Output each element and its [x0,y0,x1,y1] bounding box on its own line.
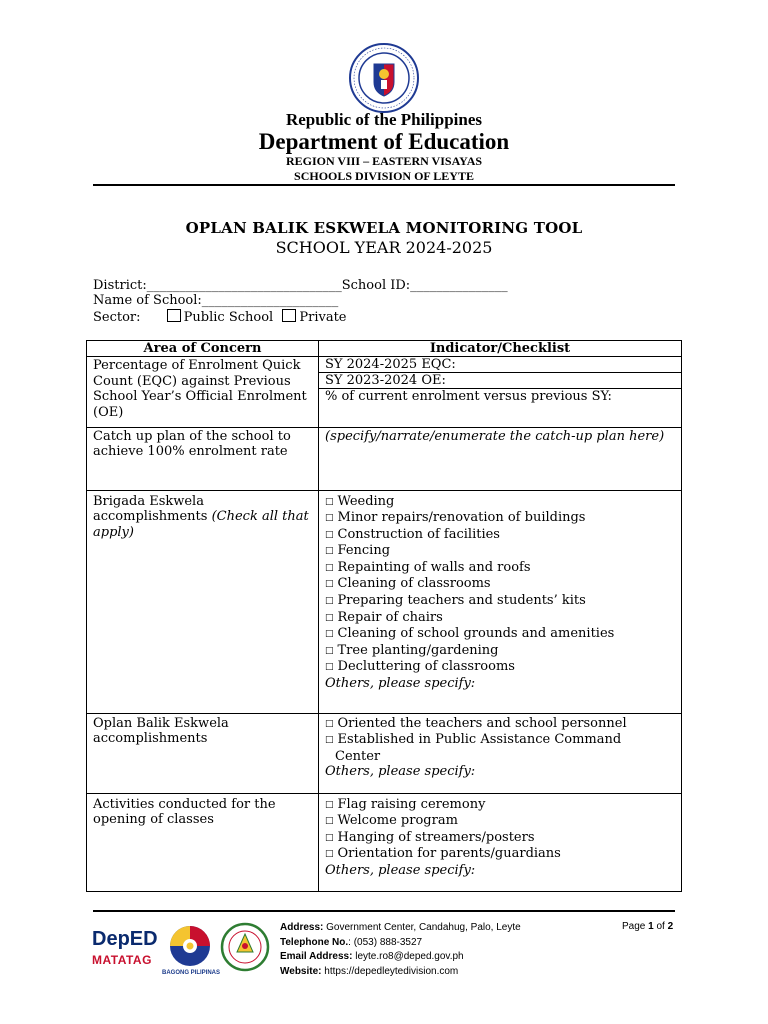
others-specify[interactable]: Others, please specify: [325,764,476,780]
address-value: Government Center, Candahug, Palo, Leyte [326,922,521,933]
table-row [87,713,682,793]
checklist-item[interactable]: □ Repair of chairs [325,610,675,627]
website-link[interactable]: https://depedleytedivision.com [324,965,459,977]
checklist-item[interactable]: □ Orientation for parents/guardians [325,846,675,863]
division-seal-icon [220,922,270,972]
eqc-field[interactable]: SY 2024-2025 EQC: [319,357,682,373]
page-total: 2 [667,921,674,932]
area-brigada [87,490,319,713]
table-row [87,793,682,892]
district-label: District:______________________________ [93,278,342,293]
checklist-item[interactable]: □ Tree planting/gardening [325,643,675,660]
public-school-checkbox[interactable] [167,309,181,322]
others-specify[interactable]: Others, please specify: [325,676,476,692]
footer-email [280,950,521,965]
header-area-of-concern: Area of Concern [87,341,319,357]
checklist-item[interactable]: □ Cleaning of classrooms [325,576,675,593]
sector-field [93,309,347,325]
private-label: Private [299,310,347,325]
checklist-item[interactable]: □ Fencing [325,543,675,560]
footer-website [280,965,521,980]
page-number [622,921,673,932]
page-of: of [656,921,665,932]
footer-address [280,921,521,936]
matatag-logo: MATATAG [92,953,152,967]
table-row [87,490,682,713]
school-name-field[interactable] [93,293,338,308]
table-row [87,357,682,373]
footer-contact [280,921,521,979]
checklist-item[interactable]: □ Cleaning of school grounds and amenities [325,626,675,643]
monitoring-table [86,340,682,892]
checklist-item-continued: Center [335,748,381,764]
public-school-label: Public School [183,310,274,325]
others-specify[interactable]: Others, please specify: [325,862,476,878]
page-prefix: Page [622,921,646,932]
header-divider [93,184,675,186]
website-label: Website: [280,965,322,977]
area-enrolment: Percentage of Enrolment Quick Count (EQC) against Previous School Year’s Official Enrolment (OE) [87,357,319,428]
header-republic: Republic of the Philippines [285,110,482,129]
footer-logos [92,918,272,980]
checklist-item[interactable]: □ Oriented the teachers and school personnel [325,716,675,733]
checklist-item[interactable]: □ Repainting of walls and roofs [325,560,675,577]
checklist-item[interactable]: □ Minor repairs/renovation of buildings [325,510,675,527]
deped-seal-icon [348,42,420,114]
bagong-pilipinas-label: BAGONG PILIPINAS [162,970,221,976]
bagong-pilipinas-logo-icon [168,924,212,968]
percentage-field[interactable]: % of current enrolment versus previous SY: [319,389,682,428]
brigada-label: Brigada Eskwela accomplishments [93,493,208,525]
table-header-row [87,341,682,357]
checklist-item[interactable]: □ Construction of facilities [325,527,675,544]
checklist-item[interactable]: □ Welcome program [325,813,675,830]
school-name-label: Name of School:_____________________ [93,293,339,308]
footer-divider [93,910,675,912]
oe-field[interactable]: SY 2023-2024 OE: [319,373,682,389]
checklist-item[interactable]: □ Preparing teachers and students’ kits [325,593,675,610]
checklist-item[interactable]: □ Flag raising ceremony [325,797,675,814]
document-title: OPLAN BALIK ESKWELA MONITORING TOOL [185,219,583,237]
email-link[interactable]: leyte.ro8@deped.gov.ph [355,951,464,962]
table-row [87,427,682,490]
header-region: REGION VIII – EASTERN VISAYAS [285,154,483,168]
deped-logo: DepED [92,928,158,950]
checklist-item[interactable]: □ Hanging of streamers/posters [325,830,675,847]
checklist-item[interactable]: □ Decluttering of classrooms [325,659,675,676]
telephone-label: Telephone No. [280,936,349,948]
school-id-label: School ID:_______________ [341,278,508,293]
telephone-value: : (053) 888-3527 [348,936,423,948]
brigada-checklist [319,490,682,713]
private-checkbox[interactable] [282,309,296,322]
district-field[interactable] [93,278,508,293]
activities-checklist [319,793,682,892]
oplan-checklist [319,713,682,793]
school-year: SCHOOL YEAR 2024-2025 [275,238,493,257]
brigada-note: (Check all that apply) [93,509,309,540]
email-label: Email Address: [280,951,353,962]
footer-telephone [280,936,521,951]
sector-label: Sector: [93,310,141,325]
checklist-item[interactable]: □ Established in Public Assistance Command [325,732,675,749]
page-current: 1 [648,921,654,932]
checklist-item[interactable]: □ Weeding [325,494,675,511]
area-activities: Activities conducted for the opening of classes [87,793,319,892]
header-indicator-checklist: Indicator/Checklist [319,341,682,357]
header-department: Department of Education [258,129,510,154]
area-catchup: Catch up plan of the school to achieve 100% enrolment rate [87,427,319,490]
header-division: SCHOOLS DIVISION OF LEYTE [294,169,474,183]
catchup-field[interactable]: (specify/narrate/enumerate the catch-up plan here) [319,427,682,490]
address-label: Address: [280,922,324,933]
area-oplan: Oplan Balik Eskwela accomplishments [87,713,319,793]
